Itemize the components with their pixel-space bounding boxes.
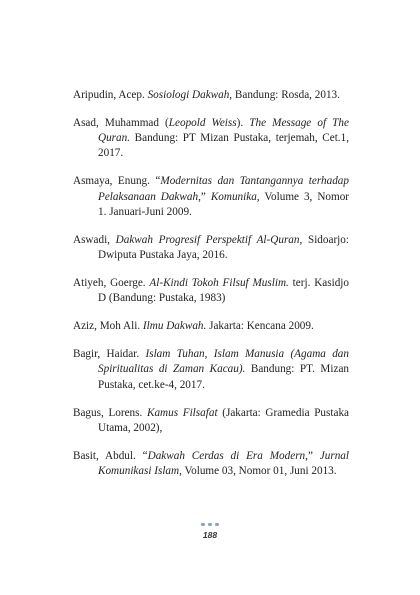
entry-title-italic: The Message of The Quran. [98,116,349,145]
bibliography-entry [73,116,349,162]
entry-text: Aswadi, [73,233,116,246]
entry-text: Atiyeh, Goerge. [73,277,150,290]
entry-text: Bagus, Lorens. [73,406,147,419]
entry-title-italic: Al-Kindi Tokoh Filsuf Muslim. [149,277,289,290]
ornament-dot [215,523,218,526]
entry-text: ” [307,449,320,462]
entry-text: Asad, Muhammad ( [73,116,169,129]
bibliography-entry [73,233,349,264]
entry-text: Bandung: PT. Mizan Pustaka, cet.ke-4, 2017. [98,363,350,391]
entry-title-italic: Dakwah Cerdas di Era Modern, [147,449,308,462]
entry-text: Bandung: PT Mizan Pustaka, terjemah, Cet.1, 2017. [98,132,349,160]
entry-text: terj. Kasidjo D (Bandung: Pustaka, 1983) [98,277,349,305]
bibliography-list [73,88,349,492]
entry-text: ,” [198,190,211,203]
entry-title-italic: Jurnal Komunikasi Islam, [98,449,349,478]
entry-text: Bandung: Rosda, 2013. [232,89,340,101]
ornament-dot [208,523,211,526]
entry-text: Jakarta: Kencana 2009. [206,320,314,333]
entry-title-italic: Dakwah Progresif Perspektif Al-Quran, [115,233,303,246]
entry-title-italic: Komunika, [210,190,260,203]
bibliography-entry [73,276,349,307]
bibliography-entry [73,347,349,393]
entry-text: Bagir, Haidar. [73,348,146,361]
entry-title-italic: Modernitas dan Tantangannya terhadap Pelaksanaan Dakwah [98,175,349,203]
entry-text: (Jakarta: Gramedia Pustaka Utama, 2002), [98,406,350,434]
bibliography-entry [73,449,349,480]
entry-text: Asmaya, Enung. “ [73,175,161,188]
entry-text: Basit, Abdul. “ [73,449,148,462]
entry-title-italic: Ilmu Dakwah. [142,320,207,333]
entry-text: Sidoarjo: Dwiputa Pustaka Jaya, 2016. [98,233,349,262]
entry-text: ). [236,116,250,129]
bibliography-entry [73,174,349,220]
bibliography-entry [73,406,349,437]
entry-text: Volume 3, Nomor 1. Januari-Juni 2009. [98,190,350,218]
bibliography-entry [73,319,349,334]
entry-text: Volume 03, Nomor 01, Juni 2013. [181,465,337,478]
entry-title-italic: Islam Tuhan, Islam Manusia (Agama dan Spiritualitas di Zaman Kacau). [98,348,349,376]
bibliography-entry [73,88,349,103]
entry-title-italic: Kamus Filsafat [146,406,218,419]
entry-text: Aziz, Moh Ali. [73,320,143,333]
entry-text: Aripudin, Acep. [73,89,148,101]
page-number: 188 [202,530,218,540]
entry-title-italic: Sosiologi Dakwah, [147,89,233,101]
ornament-dot [201,523,204,526]
entry-title-italic: Leopold Weiss [168,116,237,129]
page-ornament-dots [0,523,420,529]
